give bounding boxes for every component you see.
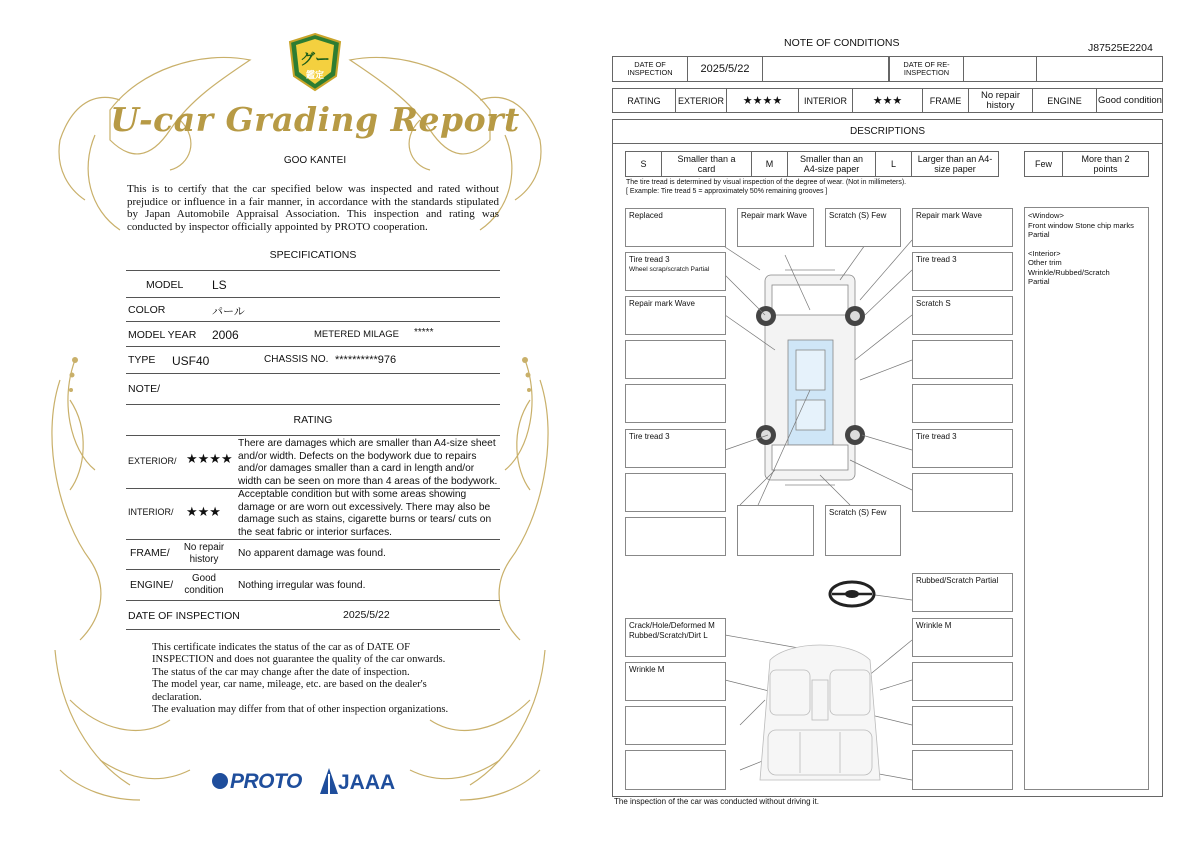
panel-line: Front window Stone chip marks <box>1028 220 1134 230</box>
chassis-label: CHASSIS NO. <box>264 354 329 365</box>
date-inspection-label: DATE OF INSPECTION <box>613 57 688 81</box>
exterior-label: EXTERIOR/ <box>128 456 177 466</box>
damage-box: Repair mark Wave <box>737 208 814 247</box>
panel-line: Partial <box>1028 230 1050 239</box>
legend-key-few: Few <box>1025 152 1063 176</box>
jaaa-logo <box>320 768 395 795</box>
color-label: COLOR <box>128 304 166 316</box>
legend-key-m: M <box>752 152 788 176</box>
interior-label: INTERIOR <box>799 89 853 112</box>
goo-kantei-badge <box>284 32 346 92</box>
damage-box <box>625 340 726 379</box>
rating-row-interior <box>126 487 500 540</box>
jaaa-logo-text: JAAA <box>338 771 396 794</box>
rating-label: RATING <box>613 89 676 112</box>
damage-box <box>912 473 1013 512</box>
footer-line: declaration. <box>152 691 202 703</box>
footer-line: The model year, car name, mileage, etc. are based on the dealer's <box>152 679 427 691</box>
damage-box <box>625 384 726 423</box>
engine-description: Nothing irregular was found. <box>238 580 366 591</box>
spec-row-model <box>126 270 500 298</box>
model-year-value: 2006 <box>212 328 239 342</box>
certificate-footer <box>152 642 482 716</box>
conditions-title: NOTE OF CONDITIONS <box>784 37 900 49</box>
date-inspection-value: 2025/5/22 <box>688 57 763 81</box>
damage-box: Tire tread 3 <box>912 429 1013 468</box>
damage-box: Scratch S <box>912 296 1013 335</box>
damage-box: Scratch (S) Few <box>825 505 901 556</box>
descriptions-heading: DESCRIPTIONS <box>612 119 1163 144</box>
legend-key-l: L <box>876 152 912 176</box>
rating-heading: RATING <box>293 414 333 426</box>
color-value: パール <box>212 306 245 318</box>
rating-row-frame <box>126 539 500 570</box>
engine-value: Good condition <box>184 573 224 596</box>
engine-label: ENGINE <box>1033 89 1097 112</box>
legend-text-l: Larger than an A4-size paper <box>917 154 993 174</box>
note-of-conditions <box>600 0 1200 848</box>
svg-text:グー: グー <box>299 50 331 68</box>
date-label: DATE OF INSPECTION <box>128 610 240 622</box>
spec-row-note <box>126 373 500 405</box>
damage-box <box>912 384 1013 423</box>
panel-line: Wrinkle/Rubbed/Scratch <box>1028 267 1110 277</box>
damage-box: Rubbed/Scratch Partial <box>912 573 1013 612</box>
interior-description: Acceptable condition but with some areas showing damage or are worn out excessively. There may also be damage such as stains, cigarette burns or tears/ cuts on the seat fabric or interior surfaces. <box>238 489 492 538</box>
footer-line: INSPECTION and does not guarantee the quality of the car onwards. <box>152 654 446 666</box>
exterior-description: There are damages which are smaller than A4-size sheet and/or width. Defects on the bodywork due to repairs and/or damages smaller than a card in length and/or width can be seen on more than 4 areas of the bodywork. <box>238 438 498 487</box>
model-year-label: MODEL YEAR <box>128 329 197 341</box>
badge-shield-icon <box>284 32 346 92</box>
damage-box-text: Rubbed/Scratch/Dirt L <box>629 631 708 640</box>
damage-box: Replaced <box>625 208 726 247</box>
frame-description: No apparent damage was found. <box>238 548 386 559</box>
legend-text-s: Smaller than a card <box>662 152 752 176</box>
panel-line: <Interior> <box>1028 248 1061 258</box>
interior-stars: ★★★ <box>853 89 923 112</box>
engine-value: Good condition <box>1098 94 1162 106</box>
rating-row-exterior <box>126 435 500 489</box>
frame-value: No repair history <box>969 89 1033 112</box>
proto-logo-text: PROTO <box>230 770 302 793</box>
tire-note-line: The tire tread is determined by visual inspection of the degree of wear. (Not in millimeters). <box>626 179 907 186</box>
damage-box: Tire tread 3 <box>625 429 726 468</box>
damage-box: Wrinkle M <box>912 618 1013 657</box>
steering-wheel-icon <box>828 580 876 608</box>
spec-row-color <box>126 296 500 322</box>
certificate-intro: This is to certify that the car specified below was inspected and rated without prejudice or influence in a fair manner, in accordance with the standards stipulated by Japan Automobile Appraisal Association. This inspection and rating was conducted by inspector officially appointed by PROTO cooperation. <box>127 183 499 233</box>
damage-box <box>737 505 814 556</box>
rating-row-date <box>126 600 500 630</box>
chassis-value: **********976 <box>335 354 397 366</box>
exterior-label: EXTERIOR <box>676 89 727 112</box>
note-label: NOTE/ <box>128 383 161 395</box>
model-label: MODEL <box>146 279 184 291</box>
date-reinspection-label: DATE OF RE-INSPECTION <box>889 57 964 81</box>
proto-logo-icon <box>212 773 228 789</box>
type-label: TYPE <box>128 354 156 366</box>
panel-spacer <box>1028 240 1145 249</box>
damage-box <box>912 750 1013 790</box>
frame-value: No repair history <box>183 542 225 565</box>
report-title: U-car Grading Report <box>110 100 520 139</box>
footer-line: The evaluation may differ from that of other inspection organizations. <box>152 704 449 716</box>
spec-row-type <box>126 346 500 374</box>
proto-logo <box>212 770 302 794</box>
damage-box: Tire tread 3 <box>912 252 1013 291</box>
model-value: LS <box>212 278 227 292</box>
report-code: J87525E2204 <box>1088 42 1153 54</box>
svg-text:鑑定: 鑑定 <box>305 71 325 81</box>
interior-stars: ★★★ <box>186 504 221 519</box>
tire-note-line: [ Example: Tire tread 5 = approximately 50% remaining grooves ] <box>626 188 828 195</box>
damage-box: Repair mark Wave <box>625 296 726 335</box>
damage-box <box>625 252 726 291</box>
footer-line: The status of the car may change after the date of inspection. <box>152 666 410 678</box>
rating-row-engine <box>126 569 500 601</box>
date-value: 2025/5/22 <box>343 609 390 621</box>
legend-key-s: S <box>626 152 662 176</box>
damage-box: Repair mark Wave <box>912 208 1013 247</box>
mileage-value: ***** <box>414 327 434 338</box>
damage-box <box>625 618 726 657</box>
spec-row-year <box>126 321 500 347</box>
panel-line: <Window> <box>1028 211 1064 220</box>
damage-box-subtext: Wheel scrap/scratch Partial <box>629 266 710 273</box>
interior-label: INTERIOR/ <box>128 507 174 517</box>
brand-name: GOO KANTEI <box>283 155 347 166</box>
legend-text-m: Smaller than an A4-size paper <box>788 152 876 176</box>
damage-box: Wrinkle M <box>625 662 726 701</box>
panel-line: Partial <box>1028 277 1050 286</box>
engine-label: ENGINE/ <box>130 579 174 591</box>
damage-box: Scratch (S) Few <box>825 208 901 247</box>
frame-label: FRAME/ <box>130 547 170 559</box>
damage-box <box>625 750 726 790</box>
interior-diagram <box>750 640 890 790</box>
type-value: USF40 <box>172 354 210 368</box>
damage-box <box>625 706 726 745</box>
bottom-note: The inspection of the car was conducted without driving it. <box>614 797 819 806</box>
damage-box-text: Tire tread 3 <box>629 255 670 264</box>
jaaa-logo-icon <box>320 768 338 794</box>
damage-box <box>625 473 726 512</box>
damage-box <box>625 517 726 556</box>
exterior-stars: ★★★★ <box>186 451 233 466</box>
footer-line: This certificate indicates the status of the car as of DATE OF <box>152 642 410 653</box>
damage-box <box>912 340 1013 379</box>
frame-label: FRAME <box>923 89 969 112</box>
panel-line: Other trim <box>1028 258 1062 267</box>
specifications-heading: SPECIFICATIONS <box>269 249 357 261</box>
mileage-label: METERED MILAGE <box>314 329 399 340</box>
damage-box <box>912 706 1013 745</box>
exterior-stars: ★★★★ <box>727 89 799 112</box>
additional-notes-panel <box>1024 207 1149 790</box>
damage-box-text: Crack/Hole/Deformed M <box>629 621 715 630</box>
legend-text-few: More than 2 points <box>1081 154 1130 174</box>
damage-box <box>912 662 1013 701</box>
